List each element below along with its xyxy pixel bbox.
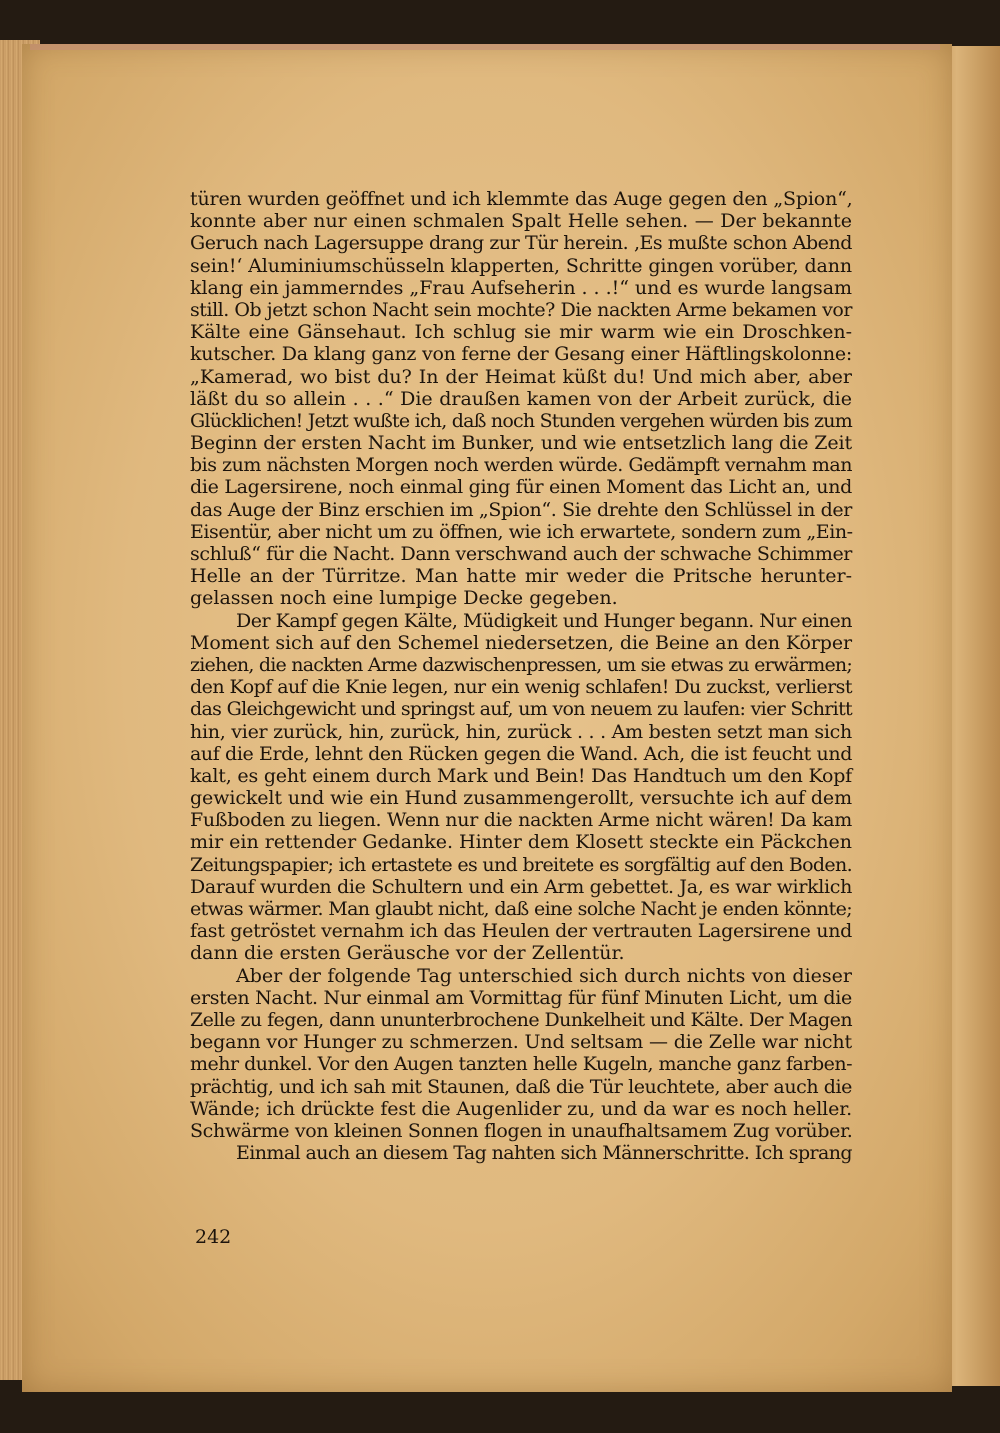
text-line: läßt du so allein . . .“ Die draußen kamen von der Arbeit zurück, die [190,387,852,410]
text-line: Kälte eine Gänsehaut. Ich schlug sie mir warm wie ein Droschken- [190,321,852,344]
text-line: dann die ersten Geräusche vor der Zellentür. [190,942,625,965]
text-line: Wände; ich drückte fest die Augenlider zu, und da war es noch heller. [190,1097,852,1120]
page-number: 242 [195,1226,232,1248]
text-line: Moment sich auf den Schemel niedersetzen, die Beine an den Körper [190,631,852,654]
text-line: Glücklichen! Jetzt wußte ich, daß noch Stunden vergehen würden bis zum [190,409,852,432]
text-line: Aber der folgende Tag unterschied sich durch nichts von dieser [236,964,852,987]
text-line: ziehen, die nackten Arme dazwischenpressen, um sie etwas zu erwärmen; [190,653,852,676]
text-line: hin, vier zurück, hin, zurück, hin, zurück . . . Am besten setzt man sich [190,720,852,743]
text-line: das Gleichgewicht und springst auf, um von neuem zu laufen: vier Schritt [190,698,852,721]
text-line: auf die Erde, lehnt den Rücken gegen die Wand. Ach, die ist feucht und [190,742,852,765]
text-line: gelassen noch eine lumpige Decke gegeben. [190,587,618,610]
body-text [190,188,852,1164]
text-line: ersten Nacht. Nur einmal am Vormittag für fünf Minuten Licht, um die [190,986,852,1009]
text-line: Einmal auch an diesem Tag nahten sich Männerschritte. Ich sprang [236,1142,852,1165]
text-line: gewickelt und wie ein Hund zusammengerollt, versuchte ich auf dem [190,787,852,810]
text-line: „Kamerad, wo bist du? In der Heimat küßt du! Und mich aber, aber [190,365,852,388]
text-line: Beginn der ersten Nacht im Bunker, und wie entsetzlich lang die Zeit [190,432,852,455]
text-line: das Auge der Binz erschien im „Spion“. Sie drehte den Schlüssel in der [190,498,852,521]
text-line: Zeitungspapier; ich ertastete es und breitete es sorgfältig auf den Boden. [190,853,852,876]
text-line: mehr dunkel. Vor den Augen tanzten helle Kugeln, manche ganz farben- [190,1053,852,1076]
text-line: kalt, es geht einem durch Mark und Bein! Das Handtuch um den Kopf [190,764,852,787]
text-line: prächtig, und ich sah mit Staunen, daß die Tür leuchtete, aber auch die [190,1075,852,1098]
text-line: schluß“ für die Nacht. Dann verschwand auch der schwache Schimmer [190,543,852,565]
text-line: türen wurden geöffnet und ich klemmte das Auge gegen den „Spion“, [190,188,853,210]
text-line: bis zum nächsten Morgen noch werden würde. Gedämpft vernahm man [190,454,852,477]
text-line: etwas wärmer. Man glaubt nicht, daß eine solche Nacht je enden könnte; [190,898,852,920]
text-line: mir ein rettender Gedanke. Hinter dem Klosett steckte ein Päckchen [190,831,852,854]
text-line: fast getröstet vernahm ich das Heulen der vertrauten Lagersirene und [190,920,852,943]
text-line: Geruch nach Lagersuppe drang zur Tür herein. ‚Es mußte schon Abend [190,232,852,255]
text-line: Schwärme von kleinen Sonnen flogen in unaufhaltsamem Zug vorüber. [190,1119,853,1142]
text-line: still. Ob jetzt schon Nacht sein mochte? Die nackten Arme bekamen vor [190,298,852,321]
text-line: die Lagersirene, noch einmal ging für einen Moment das Licht an, und [190,476,852,499]
text-line: Zelle zu fegen, dann ununterbrochene Dunkelheit und Kälte. Der Magen [190,1008,852,1031]
text-line: begann vor Hunger zu schmerzen. Und seltsam — die Zelle war nicht [190,1031,852,1054]
page-edge-top [30,44,940,50]
text-line: Darauf wurden die Schultern und ein Arm gebettet. Ja, es war wirklich [190,875,852,898]
text-line: kutscher. Da klang ganz von ferne der Gesang einer Häftlingskolonne: [190,343,852,366]
text-line: klang ein jammerndes „Frau Aufseherin . . .!“ und es wurde langsam [190,276,852,299]
text-line: den Kopf auf die Knie legen, nur ein wenig schlafen! Du zuckst, verlierst [190,676,852,699]
text-line: Fußboden zu liegen. Wenn nur die nackten Arme nicht wären! Da kam [190,809,852,832]
text-line: sein!‘ Aluminiumschüsseln klapperten, Schritte gingen vorüber, dann [190,254,852,277]
text-line: Der Kampf gegen Kälte, Müdigkeit und Hunger begann. Nur einen [236,609,852,632]
text-line: konnte aber nur einen schmalen Spalt Helle sehen. — Der bekannte [190,210,852,233]
text-line: Helle an der Türritze. Man hatte mir weder die Pritsche herunter- [190,565,852,588]
text-line: Eisentür, aber nicht um zu öffnen, wie ich erwartete, sondern zum „Ein- [190,520,853,543]
